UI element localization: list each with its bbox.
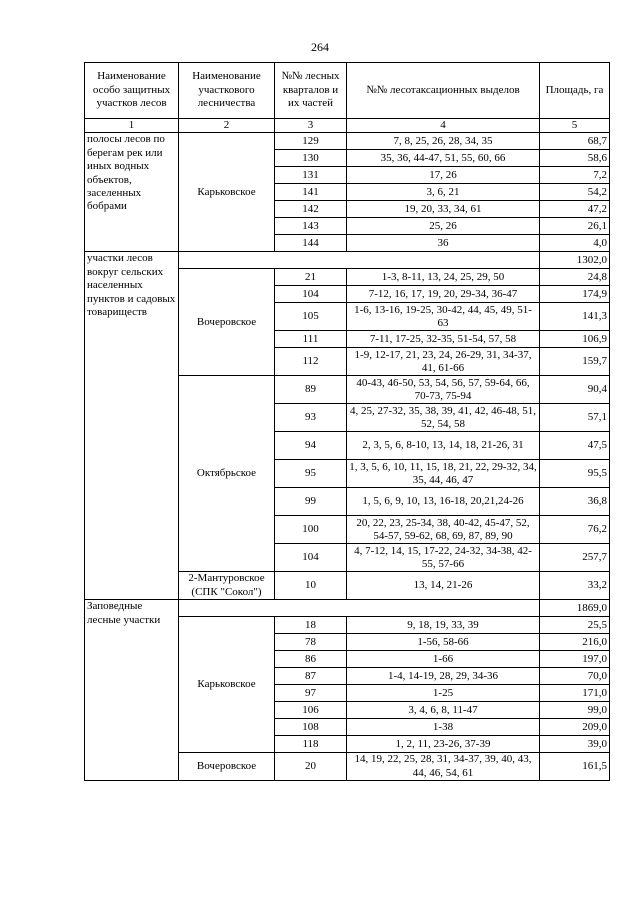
allotments-cell: 1-38	[347, 719, 540, 736]
quarter-cell: 111	[275, 331, 347, 348]
total-area-cell: 1302,0	[540, 252, 610, 269]
area-cell: 209,0	[540, 719, 610, 736]
area-cell: 216,0	[540, 634, 610, 651]
column-number: 5	[540, 119, 610, 133]
column-number: 2	[179, 119, 275, 133]
column-number: 3	[275, 119, 347, 133]
area-cell: 197,0	[540, 651, 610, 668]
allotments-cell: 4, 25, 27-32, 35, 38, 39, 41, 42, 46-48, 51, 52, 54, 58	[347, 404, 540, 432]
area-cell: 25,5	[540, 617, 610, 634]
area-cell: 159,7	[540, 348, 610, 376]
header-protected-areas: Наименование особо защитных участков лесов	[85, 63, 179, 119]
quarter-cell: 18	[275, 617, 347, 634]
quarter-cell: 78	[275, 634, 347, 651]
allotments-cell: 19, 20, 33, 34, 61	[347, 201, 540, 218]
column-number: 1	[85, 119, 179, 133]
quarter-cell: 99	[275, 488, 347, 516]
header-allotments: №№ лесотаксационных выделов	[347, 63, 540, 119]
area-cell: 257,7	[540, 544, 610, 572]
quarter-cell: 106	[275, 702, 347, 719]
area-cell: 7,2	[540, 167, 610, 184]
quarter-cell: 93	[275, 404, 347, 432]
forestry-cell: Октябрьское	[179, 376, 275, 572]
allotments-cell: 25, 26	[347, 218, 540, 235]
allotments-cell: 7-11, 17-25, 32-35, 51-54, 57, 58	[347, 331, 540, 348]
area-cell: 171,0	[540, 685, 610, 702]
table-row	[85, 133, 610, 150]
allotments-cell: 1-4, 14-19, 28, 29, 34-36	[347, 668, 540, 685]
allotments-cell: 20, 22, 23, 25-34, 38, 40-42, 45-47, 52, 54-57, 59-62, 68, 69, 87, 89, 90	[347, 516, 540, 544]
allotments-cell: 36	[347, 235, 540, 252]
area-cell: 90,4	[540, 376, 610, 404]
area-cell: 76,2	[540, 516, 610, 544]
quarter-cell: 108	[275, 719, 347, 736]
allotments-cell: 3, 6, 21	[347, 184, 540, 201]
quarter-cell: 104	[275, 544, 347, 572]
area-cell: 57,1	[540, 404, 610, 432]
area-cell: 39,0	[540, 736, 610, 753]
area-cell: 58,6	[540, 150, 610, 167]
quarter-cell: 95	[275, 460, 347, 488]
category-cell: полосы лесов по берегам рек или иных водных объектов, заселенных бобрами	[85, 133, 179, 252]
allotments-cell: 1, 2, 11, 23-26, 37-39	[347, 736, 540, 753]
quarter-cell: 21	[275, 269, 347, 286]
header-forestry: Наименование участкового лесничества	[179, 63, 275, 119]
forestry-cell: Вочеровское	[179, 269, 275, 376]
quarter-cell: 118	[275, 736, 347, 753]
area-cell: 36,8	[540, 488, 610, 516]
total-area-cell: 1869,0	[540, 600, 610, 617]
allotments-cell: 17, 26	[347, 167, 540, 184]
header-row	[85, 63, 610, 119]
allotments-cell: 40-43, 46-50, 53, 54, 56, 57, 59-64, 66, 70-73, 75-94	[347, 376, 540, 404]
quarter-cell: 129	[275, 133, 347, 150]
blank-cell	[179, 252, 540, 269]
category-cell: участки лесов вокруг сельских населенных пунктов и садовых товариществ	[85, 252, 179, 600]
quarter-cell: 131	[275, 167, 347, 184]
allotments-cell: 1-6, 13-16, 19-25, 30-42, 44, 45, 49, 51-63	[347, 303, 540, 331]
allotments-cell: 1, 3, 5, 6, 10, 11, 15, 18, 21, 22, 29-32, 34, 35, 44, 46, 47	[347, 460, 540, 488]
area-cell: 68,7	[540, 133, 610, 150]
forest-areas-table	[84, 62, 610, 781]
quarter-cell: 143	[275, 218, 347, 235]
allotments-cell: 1-25	[347, 685, 540, 702]
quarter-cell: 20	[275, 753, 347, 781]
table-row	[85, 600, 610, 617]
quarter-cell: 10	[275, 572, 347, 600]
area-cell: 33,2	[540, 572, 610, 600]
allotments-cell: 1-56, 58-66	[347, 634, 540, 651]
forestry-cell: Карьковское	[179, 617, 275, 753]
quarter-cell: 87	[275, 668, 347, 685]
allotments-cell: 1-66	[347, 651, 540, 668]
area-cell: 47,5	[540, 432, 610, 460]
quarter-cell: 86	[275, 651, 347, 668]
quarter-cell: 142	[275, 201, 347, 218]
allotments-cell: 7-12, 16, 17, 19, 20, 29-34, 36-47	[347, 286, 540, 303]
quarter-cell: 94	[275, 432, 347, 460]
forestry-cell: Карьковское	[179, 133, 275, 252]
allotments-cell: 1-9, 12-17, 21, 23, 24, 26-29, 31, 34-37, 41, 61-66	[347, 348, 540, 376]
allotments-cell: 14, 19, 22, 25, 28, 31, 34-37, 39, 40, 43, 44, 46, 54, 61	[347, 753, 540, 781]
quarter-cell: 104	[275, 286, 347, 303]
area-cell: 99,0	[540, 702, 610, 719]
allotments-cell: 1, 5, 6, 9, 10, 13, 16-18, 20,21,24-26	[347, 488, 540, 516]
allotments-cell: 9, 18, 19, 33, 39	[347, 617, 540, 634]
allotments-cell: 2, 3, 5, 6, 8-10, 13, 14, 18, 21-26, 31	[347, 432, 540, 460]
column-number-row	[85, 119, 610, 133]
allotments-cell: 4, 7-12, 14, 15, 17-22, 24-32, 34-38, 42-55, 57-66	[347, 544, 540, 572]
allotments-cell: 1-3, 8-11, 13, 24, 25, 29, 50	[347, 269, 540, 286]
page-number: 264	[311, 40, 329, 54]
allotments-cell: 7, 8, 25, 26, 28, 34, 35	[347, 133, 540, 150]
area-cell: 4,0	[540, 235, 610, 252]
area-cell: 47,2	[540, 201, 610, 218]
quarter-cell: 97	[275, 685, 347, 702]
area-cell: 24,8	[540, 269, 610, 286]
area-cell: 106,9	[540, 331, 610, 348]
category-cell: Заповедные лесные участки	[85, 600, 179, 781]
area-cell: 54,2	[540, 184, 610, 201]
header-area: Площадь, га	[540, 63, 610, 119]
quarter-cell: 89	[275, 376, 347, 404]
area-cell: 141,3	[540, 303, 610, 331]
table-row	[85, 252, 610, 269]
quarter-cell: 141	[275, 184, 347, 201]
forestry-cell: 2-Мантуровское (СПК "Сокол")	[179, 572, 275, 600]
quarter-cell: 105	[275, 303, 347, 331]
allotments-cell: 35, 36, 44-47, 51, 55, 60, 66	[347, 150, 540, 167]
area-cell: 26,1	[540, 218, 610, 235]
forestry-cell: Вочеровское	[179, 753, 275, 781]
column-number: 4	[347, 119, 540, 133]
quarter-cell: 100	[275, 516, 347, 544]
area-cell: 95,5	[540, 460, 610, 488]
area-cell: 161,5	[540, 753, 610, 781]
allotments-cell: 13, 14, 21-26	[347, 572, 540, 600]
allotments-cell: 3, 4, 6, 8, 11-47	[347, 702, 540, 719]
quarter-cell: 144	[275, 235, 347, 252]
header-quarters: №№ лесных кварталов и их частей	[275, 63, 347, 119]
blank-cell	[179, 600, 540, 617]
area-cell: 70,0	[540, 668, 610, 685]
quarter-cell: 130	[275, 150, 347, 167]
quarter-cell: 112	[275, 348, 347, 376]
area-cell: 174,9	[540, 286, 610, 303]
